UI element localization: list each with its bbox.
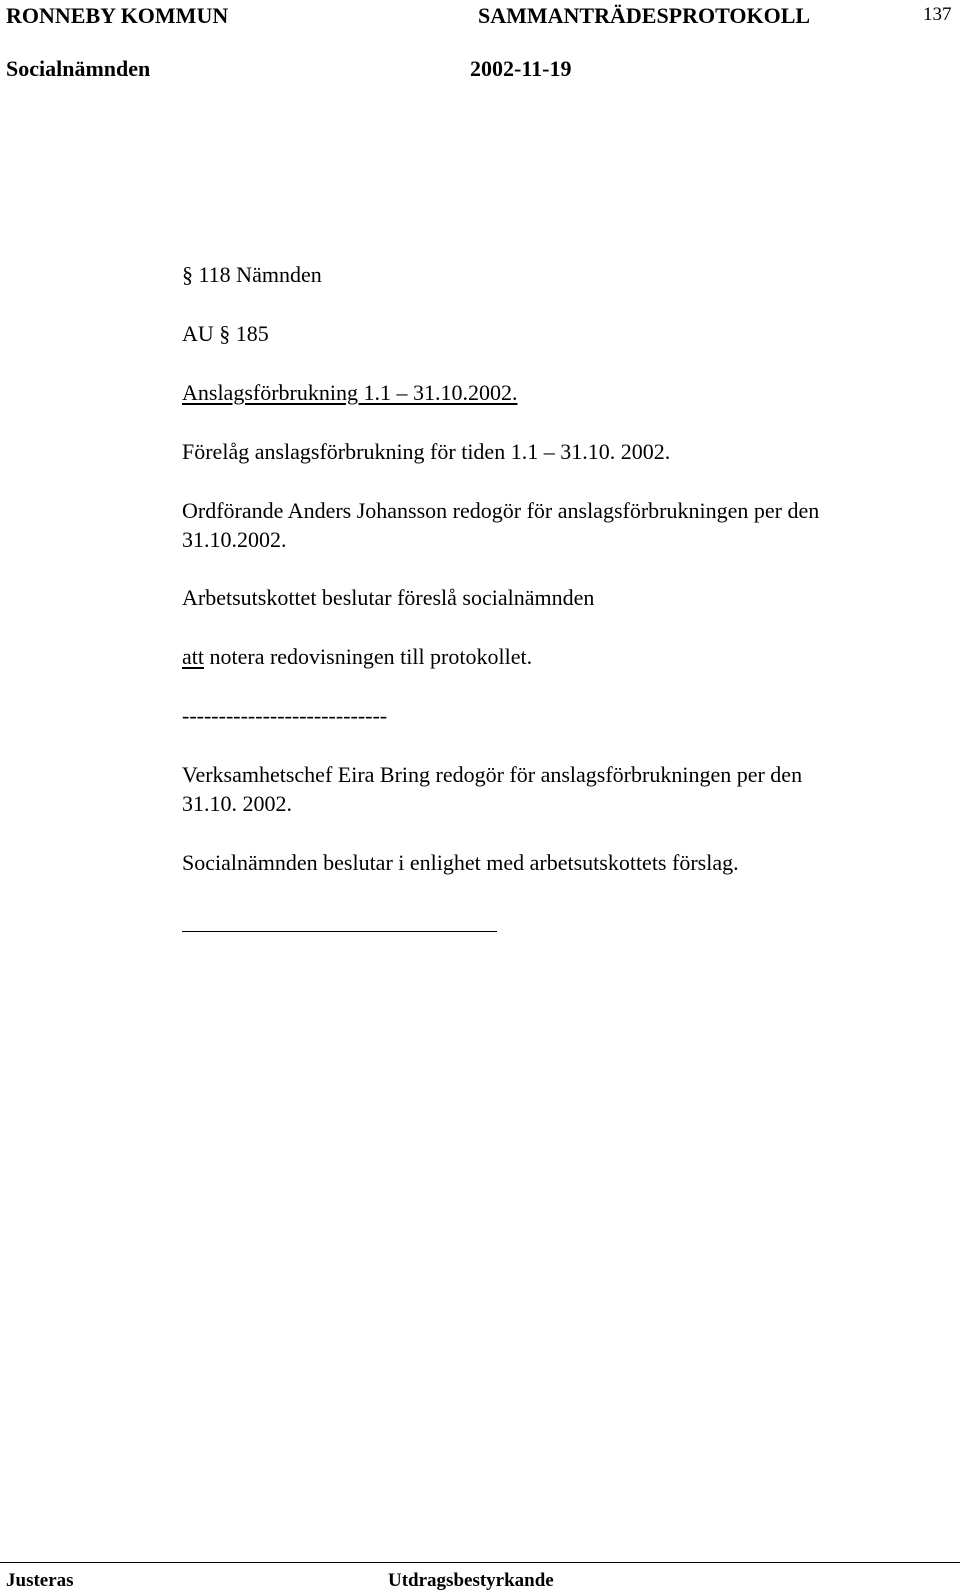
chief-report-line-2: 31.10. 2002. [182,791,292,816]
chair-report-line-2: 31.10.2002. [182,527,287,552]
footer-rule [0,1562,960,1563]
chief-report-line-1: Verksamhetschef Eira Bring redogör för anslagsförbrukningen per den [182,762,803,787]
att-clause [182,642,532,671]
committee-name: Socialnämnden [6,56,151,81]
document-type: SAMMANTRÄDESPROTOKOLL [478,3,811,28]
subject-title: Anslagsförbrukning 1.1 – 31.10.2002. [182,380,518,405]
end-of-section-rule [182,931,497,932]
org-name: RONNEBY KOMMUN [6,3,229,28]
att-clause-text: notera redovisningen till protokollet. [204,644,533,669]
page-number: 137 [923,4,952,25]
decision-text: Socialnämnden beslutar i enlighet med arbetsutskottets förslag. [182,850,739,875]
meeting-date: 2002-11-19 [470,56,572,81]
utdragsbestyrkande-label: Utdragsbestyrkande [388,1570,554,1591]
au-reference: AU § 185 [182,321,269,346]
att-keyword: att [182,644,204,669]
paragraph-heading: § 118 Nämnden [182,262,322,287]
presented-text: Förelåg anslagsförbrukning för tiden 1.1 – 31.10. 2002. [182,439,671,464]
justeras-label: Justeras [6,1570,74,1591]
chair-report-line-1: Ordförande Anders Johansson redogör för anslagsförbrukningen per den [182,498,820,523]
au-decision-text: Arbetsutskottet beslutar föreslå socialnämnden [182,585,595,610]
separator-line: ---------------------------- [182,703,388,728]
